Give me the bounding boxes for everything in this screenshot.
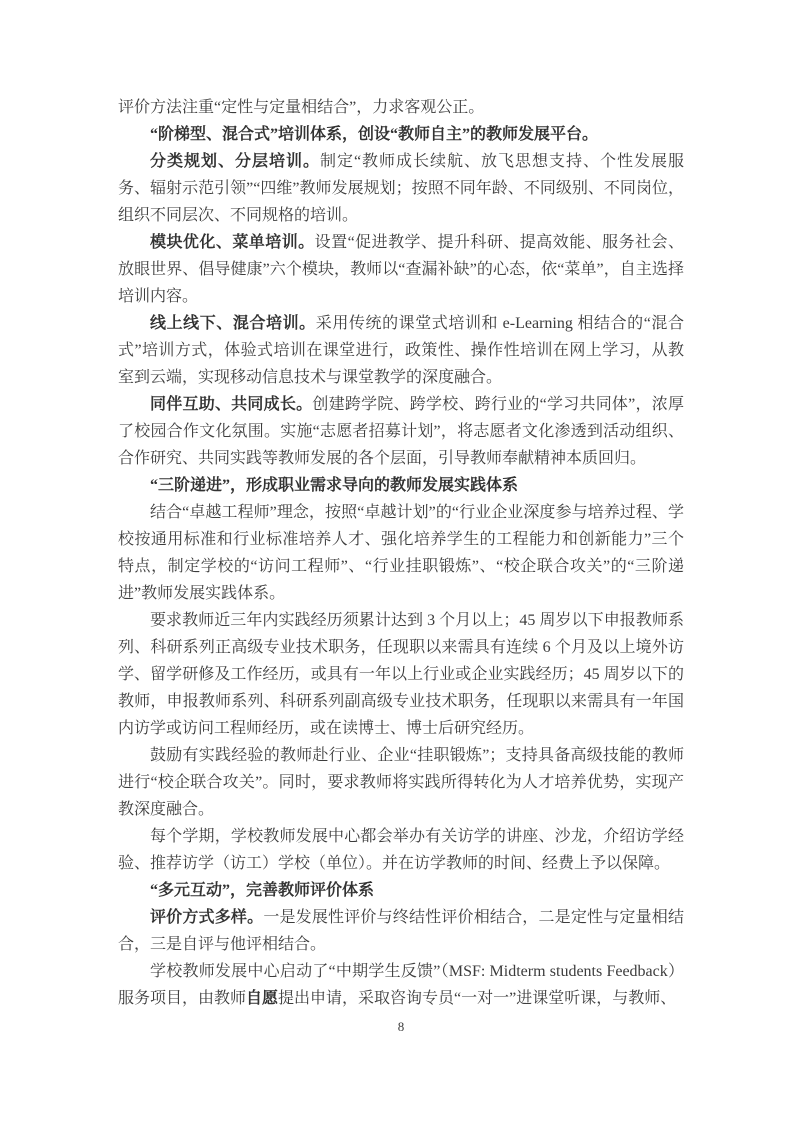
text-run: 评价方法注重“定性与定量相结合”，力求客观公正。 [118,99,485,116]
paragraph [118,607,684,742]
paragraph [118,742,684,823]
text-run: 一是发展性评价与终结性评价相结合，二是定性与定量相结合，三是自评与他评相结合。 [118,909,684,953]
text-run: 鼓励有实践经验的教师赴行业、企业“挂职锻炼”；支持具备高级技能的教师进行“校企联合攻关”。同时，要求教师将实践所得转化为人才培养优势，实现产教深度融合。 [118,747,684,818]
bold-text-run: “多元互动”，完善教师评价体系 [150,882,375,899]
bold-text-run: 自愿 [246,990,279,1007]
bold-text-run: 评价方式多样。 [150,909,264,926]
text-run: 每个学期，学校教师发展中心都会举办有关访学的讲座、沙龙，介绍访学经验、推荐访学（访工）学校（单位）。并在访学教师的时间、经费上予以保障。 [118,828,684,872]
document-body [118,94,684,1012]
bold-text-run: “三阶递进”，形成职业需求导向的教师发展实践体系 [150,477,519,494]
paragraph [118,310,684,391]
paragraph [118,148,684,229]
text-run: 提出申请，采取咨询专员“一对一”进课堂听课，与教师、 [278,990,677,1007]
bold-text-run: “阶梯型、混合式”培训体系，创设“教师自主”的教师发展平台。 [150,126,599,143]
paragraph [118,391,684,472]
paragraph [118,823,684,877]
heading-paragraph [118,472,684,499]
text-run: 设置“促进教学、提升科研、提高效能、服务社会、放眼世界、倡导健康”六个模块，教师以“查漏补缺”的心态，依“菜单”，自主选择培训内容。 [118,234,684,305]
text-run: 制定“教师成长续航、放飞思想支持、个性发展服务、辐射示范引领”“四维”教师发展规划；按照不同年龄、不同级别、不同岗位，组织不同层次、不同规格的培训。 [118,153,684,224]
heading-paragraph [118,877,684,904]
paragraph [118,94,684,121]
text-run: 创建跨学院、跨学校、跨行业的“学习共同体”，浓厚了校园合作文化氛围。实施“志愿者招募计划”，将志愿者文化渗透到活动组织、合作研究、共同实践等教师发展的各个层面，引导教师奉献精神本质回归。 [118,396,684,467]
bold-text-run: 线上线下、混合培训。 [150,315,316,332]
page-number: 8 [397,1019,405,1034]
bold-text-run: 模块优化、菜单培训。 [150,234,315,251]
paragraph [118,499,684,607]
paragraph [118,904,684,958]
bold-text-run: 同伴互助、共同成长。 [150,396,313,413]
text-run: 要求教师近三年内实践经历须累计达到 3 个月以上；45 周岁以下申报教师系列、科研系列正高级专业技术职务，任现职以来需具有连续 6 个月及以上境外访学、留学研修及工作经历，或具有一年以上行业或企业实践经历；45 周岁以下的教师，申报教师系列、科研系列副高级专业技术职务，任现职以来需具有一年国内访学或访问工程师经历，或在读博士、博士后研究经历。 [118,612,684,737]
text-run: 学校教师发展中心启动了“中期学生反馈”（MSF: Midterm students Feedback）服务项目，由教师 [118,963,684,1007]
text-run: 结合“卓越工程师”理念，按照“卓越计划”的“行业企业深度参与培养过程、学校按通用标准和行业标准培养人才、强化培养学生的工程能力和创新能力”三个特点，制定学校的“访问工程师”、“行业挂职锻炼”、“校企联合攻关”的“三阶递进”教师发展实践体系。 [118,504,684,602]
paragraph [118,229,684,310]
heading-paragraph [118,121,684,148]
bold-text-run: 分类规划、分层培训。 [150,153,320,170]
text-run: 采用传统的课堂式培训和 e-Learning 相结合的“混合式”培训方式，体验式培训在课堂进行，政策性、操作性培训在网上学习，从教室到云端，实现移动信息技术与课堂教学的深度融合。 [118,315,684,386]
paragraph [118,958,684,1012]
